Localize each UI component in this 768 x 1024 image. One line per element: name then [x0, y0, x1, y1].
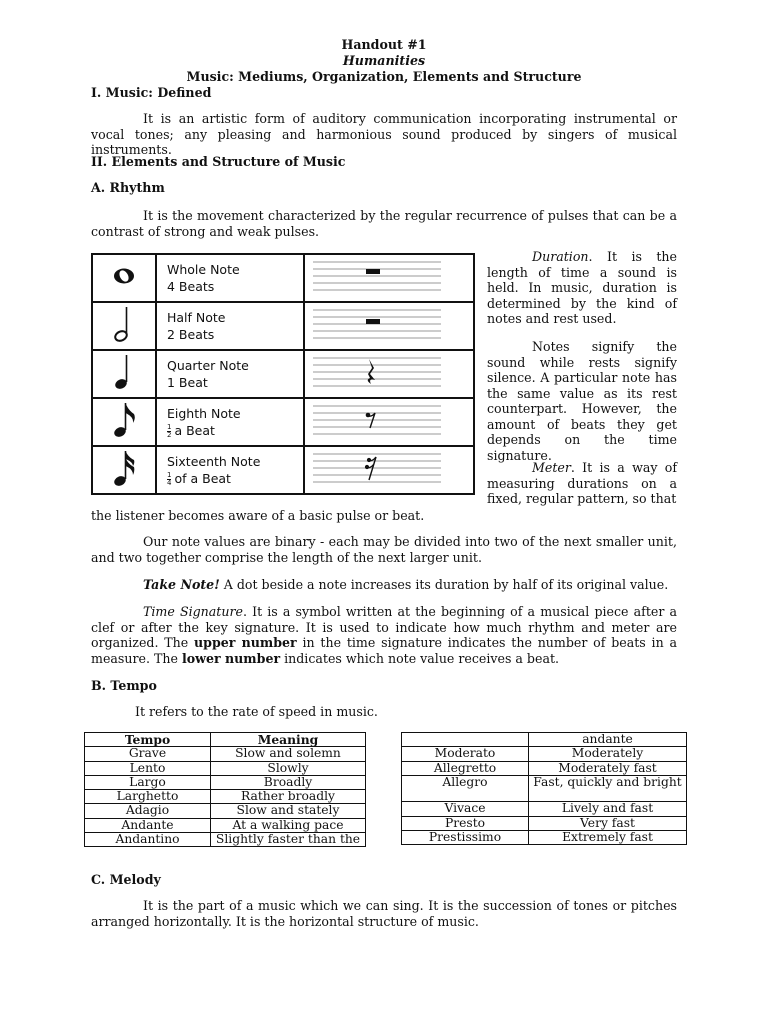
note-name: Half Note [167, 310, 226, 325]
note-beats: 1 Beat [167, 375, 208, 390]
note-name: Quarter Note [167, 358, 249, 373]
half-rest-icon [309, 304, 445, 344]
binary-paragraph: Our note values are binary - each may be divided into two of the next smaller unit, and two together comprise the length of the next larger unit. [91, 534, 677, 565]
table-row: Andante At a walking pace [85, 818, 366, 832]
note-name: Eighth Note [167, 406, 241, 421]
table-row: Lento Slowly [85, 761, 366, 775]
table-row: Allegro Fast, quickly and bright [402, 775, 687, 802]
table-row: Moderato Moderately [402, 747, 687, 761]
quarter-note-cell [92, 350, 156, 398]
note-beats-line [167, 470, 303, 487]
staff-cell [304, 350, 474, 398]
fraction: $\frac{1}{2}$ [167, 423, 172, 439]
subject-title: Humanities [342, 53, 426, 68]
column-header-tempo: Tempo [85, 733, 211, 747]
table-row [92, 254, 474, 302]
note-beats: 4 Beats [167, 279, 215, 294]
take-note-paragraph: Take Note! A dot beside a note increases its duration by half of its original value. [143, 577, 669, 592]
table-row: Andantino Slightly faster than the [85, 833, 366, 847]
meter-term: Meter [532, 460, 571, 475]
column-header-meaning: Meaning [211, 733, 366, 747]
tempo-heading: B. Tempo [91, 678, 157, 693]
note-beats: 2 Beats [167, 327, 215, 342]
table-row: Allegretto Moderately fast [402, 761, 687, 775]
section-1-body: It is an artistic form of auditory communication incorporating instrumental or vocal tones; any pleasing and harmonious sound produced by singers of musical instruments. [91, 111, 677, 157]
duration-paragraph: Duration. It is the length of time a sound is held. In music, duration is determined by the kind of notes and rest used. [487, 249, 677, 326]
sixteenth-note-icon [109, 448, 139, 488]
table-row: Largo Broadly [85, 775, 366, 789]
time-signature-paragraph: Time Signature. It is a symbol written at the beginning of a musical piece after a clef or after the key signature. It is used to indicate how much rhythm and meter are organized. The upper number in the time signature indicates the number of beats in a measure. The lower number indicates which note value receives a beat. [91, 604, 678, 666]
whole-note-cell [92, 254, 156, 302]
whole-note-icon [109, 261, 139, 291]
staff-cell [304, 398, 474, 446]
whole-rest-icon [309, 256, 445, 296]
table-row [92, 302, 474, 350]
note-name: Sixteenth Note [167, 454, 261, 469]
eighth-rest-icon [309, 400, 445, 440]
table-row: Grave Slow and solemn [85, 747, 366, 761]
table-row: Vivace Lively and fast [402, 802, 687, 816]
sixteenth-note-cell [92, 446, 156, 494]
tempo-table-right [401, 732, 687, 845]
eighth-note-icon [109, 400, 139, 440]
section-1-heading: I. Music: Defined [91, 85, 212, 100]
table-row [92, 398, 474, 446]
table-row [92, 350, 474, 398]
sixteenth-rest-icon [309, 448, 445, 488]
time-signature-term: Time Signature [143, 604, 243, 619]
staff-cell [304, 446, 474, 494]
half-note-cell [92, 302, 156, 350]
note-label [156, 254, 304, 302]
meter-paragraph: Meter. It is a way of measuring durations on a fixed, regular pattern, so that [487, 460, 677, 506]
rhythm-heading: A. Rhythm [91, 180, 165, 195]
note-values-table [91, 253, 475, 495]
handout-number: Handout #1 [341, 37, 427, 52]
melody-body: It is the part of a music which we can sing. It is the succession of tones or pitches arranged horizontally. It is the horizontal structure of music. [91, 898, 677, 929]
note-beats-line [167, 422, 303, 439]
staff-cell [304, 254, 474, 302]
take-note-label: Take Note! [143, 577, 220, 592]
quarter-rest-icon [309, 352, 445, 392]
rhythm-intro: It is the movement characterized by the regular recurrence of pulses that can be a contrast of strong and weak pulses. [91, 208, 677, 239]
table-row: Prestissimo Extremely fast [402, 831, 687, 845]
page-title: Music: Mediums, Organization, Elements and Structure [186, 69, 582, 84]
table-row [92, 446, 474, 494]
notes-paragraph: Notes signify the sound while rests signify silence. A particular note has the same value as its rest counterpart. However, the amount of beats they get depends on the time signature. [487, 339, 677, 463]
table-row: Larghetto Rather broadly [85, 790, 366, 804]
tempo-intro: It refers to the rate of speed in music. [135, 704, 378, 719]
section-2-heading: II. Elements and Structure of Music [91, 154, 346, 169]
eighth-note-cell [92, 398, 156, 446]
quarter-note-icon [109, 352, 139, 392]
note-label [156, 446, 304, 494]
melody-heading: C. Melody [91, 872, 161, 887]
note-name: Whole Note [167, 262, 240, 277]
fraction: $\frac{1}{4}$ [167, 471, 172, 487]
table-header-row [85, 733, 366, 747]
table-row: andante [402, 733, 687, 747]
note-beats: a Beat [174, 423, 215, 438]
staff-cell [304, 302, 474, 350]
half-note-icon [109, 304, 139, 344]
table-row: Adagio Slow and stately [85, 804, 366, 818]
duration-term: Duration [532, 249, 589, 264]
meter-continuation: the listener becomes aware of a basic pulse or beat. [91, 508, 425, 523]
table-row: Presto Very fast [402, 816, 687, 830]
tempo-table-left [84, 732, 366, 847]
note-label [156, 398, 304, 446]
note-label [156, 302, 304, 350]
note-beats: of a Beat [174, 471, 231, 486]
note-label [156, 350, 304, 398]
